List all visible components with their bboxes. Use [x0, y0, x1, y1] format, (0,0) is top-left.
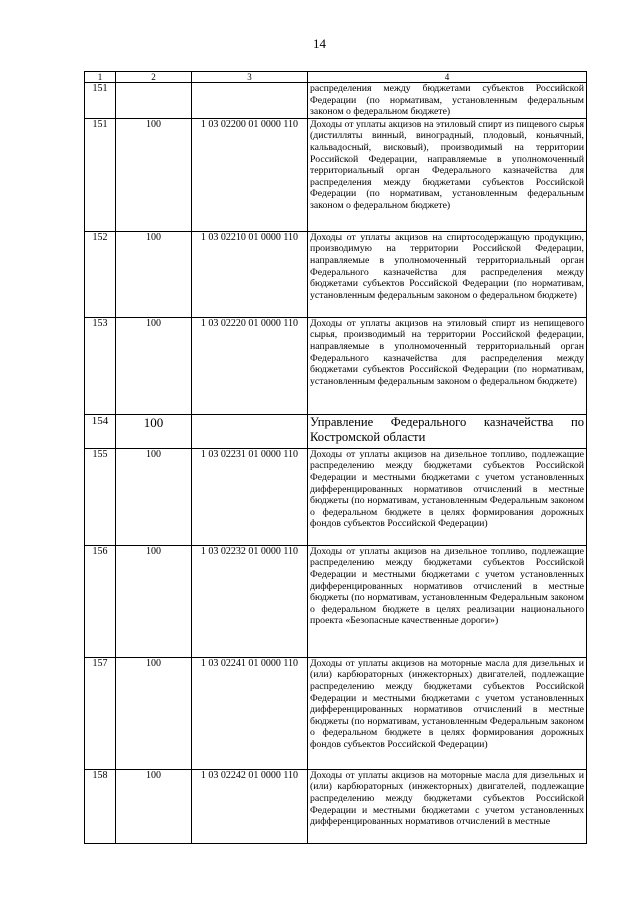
row-number: 158 [85, 769, 116, 843]
row-number: 151 [85, 83, 116, 119]
page-number: 14 [313, 36, 326, 51]
admin-code: 100 [116, 448, 192, 545]
row-number: 157 [85, 657, 116, 769]
table-row [85, 118, 587, 231]
revenue-description: Доходы от уплаты акцизов на этиловый спирт из пищевого сырья (дистилляты винный, виноградный, плодовый, коньячный, кальвадосный, висковый), производимый на территории Российской Федерации, направляемые в уполномоченный территориальный орган Федерального казначейства для распределения между бюджетами субъектов Российской Федерации (по нормативам, установленным федеральным законом о федеральном бюджете) [308, 118, 587, 231]
row-number: 156 [85, 545, 116, 657]
table-row [85, 83, 587, 119]
administrator-name: Управление Федерального казначейства по Костромской области [308, 414, 587, 448]
row-number: 155 [85, 448, 116, 545]
budget-classification-code [192, 83, 308, 119]
admin-code: 100 [116, 414, 192, 448]
table-row [85, 769, 587, 843]
row-number: 152 [85, 231, 116, 317]
revenue-codes-table [84, 71, 587, 844]
budget-classification-code: 1 03 02200 01 0000 110 [192, 118, 308, 231]
admin-code: 100 [116, 231, 192, 317]
row-number: 154 [85, 414, 116, 448]
budget-classification-code: 1 03 02220 01 0000 110 [192, 317, 308, 414]
table-row [85, 448, 587, 545]
admin-code: 100 [116, 657, 192, 769]
table-header-row [85, 72, 587, 83]
budget-classification-code: 1 03 02231 01 0000 110 [192, 448, 308, 545]
budget-classification-code: 1 03 02242 01 0000 110 [192, 769, 308, 843]
column-header: 1 [85, 72, 116, 83]
admin-code: 100 [116, 769, 192, 843]
table-row [85, 545, 587, 657]
admin-code: 100 [116, 118, 192, 231]
column-header: 2 [116, 72, 192, 83]
column-header: 4 [308, 72, 587, 83]
table-row [85, 414, 587, 448]
row-number: 151 [85, 118, 116, 231]
table-row [85, 657, 587, 769]
budget-classification-code: 1 03 02232 01 0000 110 [192, 545, 308, 657]
budget-classification-code: 1 03 02241 01 0000 110 [192, 657, 308, 769]
revenue-description: распределения между бюджетами субъектов Российской Федерации (по нормативам, установленным федеральным законом о федеральном бюджете) [308, 83, 587, 119]
revenue-description: Доходы от уплаты акцизов на дизельное топливо, подлежащие распределению между бюджетами субъектов Российской Федерации и местными бюджетами с учетом установленных дифференцированных нормативов отчислений в местные бюджеты (по нормативам, установленным Федеральным законом о федеральном бюджете в целях реализации национального проекта «Безопасные качественные дороги») [308, 545, 587, 657]
table-row [85, 231, 587, 317]
revenue-description: Доходы от уплаты акцизов на этиловый спирт из непищевого сырья, производимый на территории Российской федерации, направляемые в уполномоченный территориальный орган Федерального казначейства для распределения между бюджетами субъектов Российской Федерации (по нормативам, установленным федеральным законом о федеральном бюджете) [308, 317, 587, 414]
admin-code [116, 83, 192, 119]
row-number: 153 [85, 317, 116, 414]
revenue-description: Доходы от уплаты акцизов на дизельное топливо, подлежащие распределению между бюджетами субъектов Российской Федерации и местными бюджетами с учетом установленных дифференцированных нормативов отчислений в местные бюджеты (по нормативам, установленным Федеральным законом о федеральном бюджете в целях формирования дорожных фондов субъектов Российской Федерации) [308, 448, 587, 545]
revenue-description: Доходы от уплаты акцизов на спиртосодержащую продукцию, производимую на территории Российской Федерации, направляемые в уполномоченный территориальный орган Федерального казначейства для распределения между бюджетами субъектов Российской Федерации (по нормативам, установленным федеральным законом о федеральном бюджете) [308, 231, 587, 317]
revenue-description: Доходы от уплаты акцизов на моторные масла для дизельных и (или) карбюраторных (инжекторных) двигателей, подлежащие распределению между бюджетами субъектов Российской Федерации и местными бюджетами с учетом установленных дифференцированных нормативов отчислений в местные [308, 769, 587, 843]
column-header: 3 [192, 72, 308, 83]
revenue-description: Доходы от уплаты акцизов на моторные масла для дизельных и (или) карбюраторных (инжекторных) двигателей, подлежащие распределению между бюджетами субъектов Российской Федерации и местными бюджетами с учетом установленных дифференцированных нормативов отчислений в местные бюджеты (по нормативам, установленным Федеральным законом о федеральном бюджете в целях формирования дорожных фондов субъектов Российской Федерации) [308, 657, 587, 769]
admin-code: 100 [116, 545, 192, 657]
budget-classification-code: 1 03 02210 01 0000 110 [192, 231, 308, 317]
admin-code: 100 [116, 317, 192, 414]
table-row [85, 317, 587, 414]
budget-classification-code [192, 414, 308, 448]
